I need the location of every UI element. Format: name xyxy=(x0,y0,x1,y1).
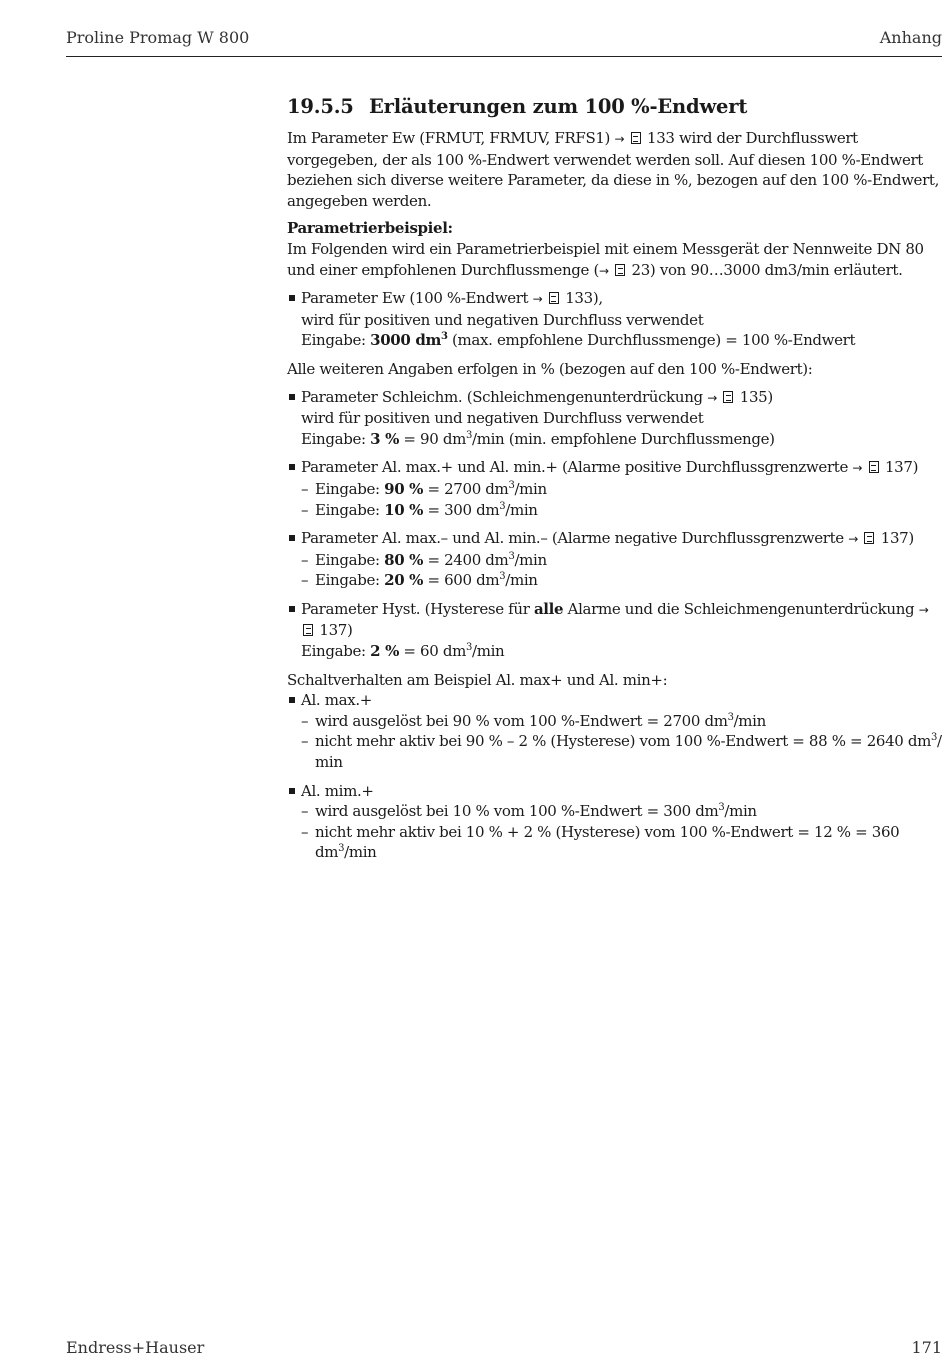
all-further-paragraph: Alle weiteren Angaben erfolgen in % (bezogen auf den 100 %-Endwert): xyxy=(287,359,813,378)
page-ref-icon xyxy=(549,292,559,304)
intro-paragraph: Im Parameter Ew (FRMUT, FRMUV, FRFS1) → 133 wird der Durchflusswert vorgegeben, der als 100 %-Endwert verwendet werden soll. Auf diesen 100 %-Endwert beziehen sich diverse weitere Parameter, da diese in %, bezogen auf den 100 %-Endwert, angegeben werden. xyxy=(287,129,939,210)
page-ref-icon xyxy=(869,461,879,473)
sub-list-item: – Eingabe: 80 % = 2400 $dm^3/\min$ xyxy=(301,550,943,571)
arrow-right-icon: → xyxy=(614,132,625,146)
page-number: 171 xyxy=(911,1338,942,1357)
section-number: 19.5.5 xyxy=(287,95,354,118)
page-ref: 23 xyxy=(631,260,650,279)
page-ref-icon xyxy=(303,624,313,636)
sub-list-item: – Eingabe: 20 % = 600 $dm^3/\min$ xyxy=(301,570,943,591)
sub-list-item: – nicht mehr aktiv bei 90 % – 2 % (Hysterese) vom 100 %-Endwert = 88 % = 2640 $dm^3/$ min xyxy=(301,731,943,772)
page-ref-icon xyxy=(864,532,874,544)
list-item: Al. max.+ – wird ausgelöst bei 90 % vom 100 %-Endwert = 2700 $dm^3/\min$ – nicht mehr aktiv bei 90 % – 2 % (Hysterese) vom 100 %-Endwert = 88 % = 2640 $dm^3/$ min xyxy=(287,690,943,772)
list-item: Parameter Ew (100 %-Endwert → 133), wird für positiven und negativen Durchfluss verwendet Eingabe: 3000 $dm^3$ (max. empfohlene Durchflussmenge) = 100 %-Endwert xyxy=(287,288,943,351)
list-item: Parameter Hyst. (Hysterese für alle Alarme und die Schleichmengenunterdrückung → 137) Eingabe: 2 % = 60 $dm^3/\min$ xyxy=(287,599,943,662)
section-heading xyxy=(287,94,943,120)
page-ref-icon xyxy=(631,132,641,144)
list-item: Al. mim.+ – wird ausgelöst bei 10 % vom 100 %-Endwert = 300 $dm^3/\min$ – nicht mehr aktiv bei 10 % + 2 % (Hysterese) vom 100 %-Endwert = 12 % = 360 $dm^3/\min$ xyxy=(287,781,943,863)
page-ref: 137 xyxy=(880,529,909,548)
arrow-right-icon: → xyxy=(532,292,543,307)
list-item: Parameter Al. max.– und Al. min.– (Alarme negative Durchflussgrenzwerte → 137) – Eingabe: 80 % = 2400 $dm^3/\min$ – Eingabe: 20 % = 600 $dm^3/\min$ xyxy=(287,528,943,591)
sub-list xyxy=(301,550,943,591)
page-ref: 133 xyxy=(565,289,593,308)
sub-list-item: – Eingabe: 10 % = 300 $dm^3/\min$ xyxy=(301,500,943,521)
arrow-right-icon: → xyxy=(918,602,929,617)
page-ref: 137 xyxy=(884,458,913,477)
page-ref: 135 xyxy=(739,387,768,406)
sub-list xyxy=(301,711,943,773)
arrow-right-icon: → xyxy=(598,263,609,278)
sub-list xyxy=(301,801,943,863)
arrow-right-icon: → xyxy=(707,390,717,405)
footer-brand: Endress+Hauser xyxy=(66,1338,205,1357)
sub-list-item: – nicht mehr aktiv bei 10 % + 2 % (Hysterese) vom 100 %-Endwert = 12 % = 360 $dm^3/\min$ xyxy=(301,822,943,863)
sub-list xyxy=(301,479,943,520)
sub-list-item: – Eingabe: 90 % = 2700 $dm^3/\min$ xyxy=(301,479,943,500)
page-header xyxy=(66,28,942,57)
sub-list-item: – wird ausgelöst bei 90 % vom 100 %-Endwert = 2700 $dm^3/\min$ xyxy=(301,711,943,732)
example-paragraph: Parametrierbeispiel: Im Folgenden wird ein Parametrierbeispiel mit einem Messgerät der Nennweite DN 80 und einer empfohlenen Durchflussmenge (→ 23) von 90…3000 dm3/min erläutert. xyxy=(287,219,924,279)
ew-list xyxy=(287,288,943,351)
arrow-right-icon: → xyxy=(852,461,863,476)
switching-intro: Schaltverhalten am Beispiel Al. max+ und Al. min+: xyxy=(287,670,668,689)
section-title: Erläuterungen zum 100 %-Endwert xyxy=(369,95,748,118)
page-ref-icon xyxy=(615,264,625,276)
page-ref: 137 xyxy=(319,621,348,640)
page-ref: 133 xyxy=(647,129,675,147)
list-item: Parameter Schleichm. (Schleichmengenunterdrückung → 135) wird für positiven und negativen Durchfluss verwendet Eingabe: 3 % = 90 $dm^3/\min$ (min. empfohlene Durchflussmenge) xyxy=(287,387,943,450)
sub-list-item: – wird ausgelöst bei 10 % vom 100 %-Endwert = 300 $dm^3/\min$ xyxy=(301,801,943,822)
switching-list xyxy=(287,690,943,863)
page-ref-icon xyxy=(723,391,733,403)
header-product: Proline Promag W 800 xyxy=(66,28,250,47)
parameter-list xyxy=(287,387,943,662)
arrow-right-icon: → xyxy=(848,532,858,547)
main-content xyxy=(287,94,943,871)
list-item: Parameter Al. max.+ und Al. min.+ (Alarme positive Durchflussgrenzwerte → 137) – Eingabe: 90 % = 2700 $dm^3/\min$ – Eingabe: 10 % = 300 $dm^3/\min$ xyxy=(287,457,943,520)
header-chapter: Anhang xyxy=(879,28,942,47)
example-heading: Parametrierbeispiel: xyxy=(287,219,453,238)
